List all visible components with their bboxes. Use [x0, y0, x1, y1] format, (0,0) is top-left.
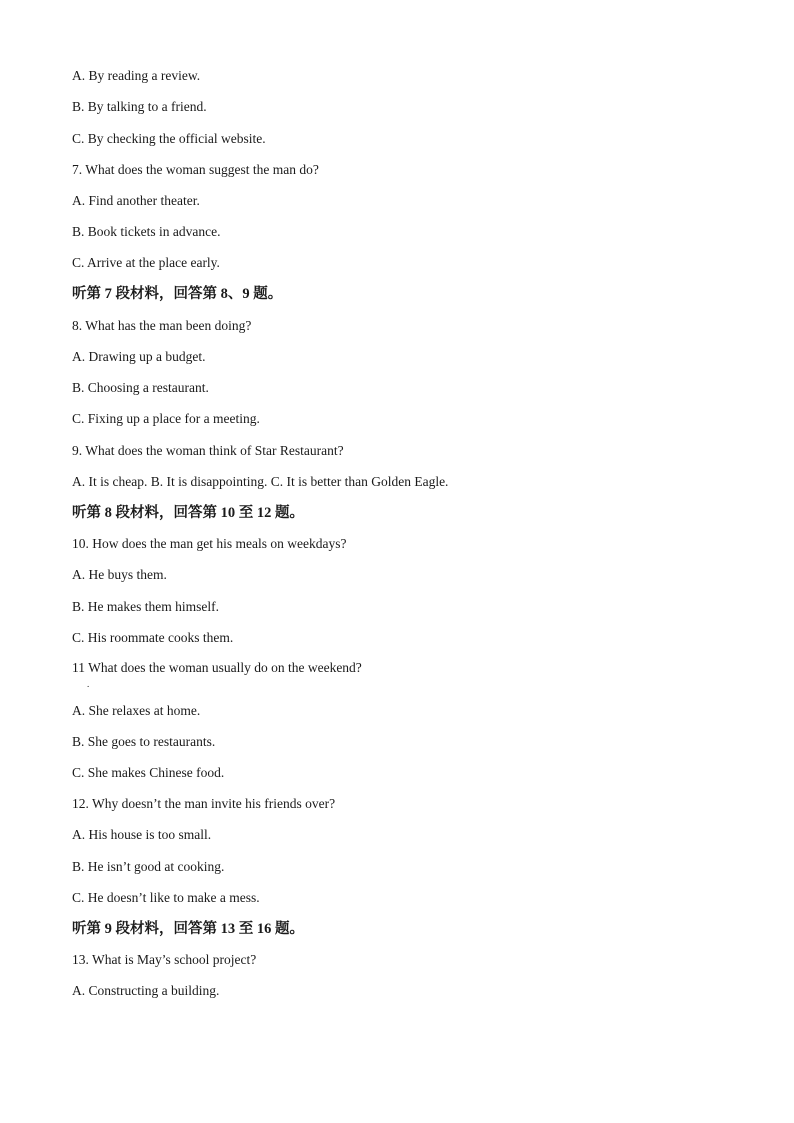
option-6c: C. By checking the official website. [72, 131, 266, 146]
question-11: 11 What does the woman usually do on the weekend? [72, 660, 362, 675]
section-heading-7: 听第 7 段材料，回答第 8、9 题。 [72, 286, 283, 302]
question-10: 10. How does the man get his meals on weekdays? [72, 536, 347, 551]
option-8c: C. Fixing up a place for a meeting. [72, 411, 260, 426]
question-9: 9. What does the woman think of Star Restaurant? [72, 443, 344, 458]
option-10a: A. He buys them. [72, 567, 167, 582]
option-11a: A. She relaxes at home. [72, 703, 201, 718]
option-8b: B. Choosing a restaurant. [72, 380, 209, 395]
option-13a: A. Constructing a building. [72, 983, 220, 998]
option-11b: B. She goes to restaurants. [72, 734, 216, 749]
question-7: 7. What does the woman suggest the man do? [72, 162, 319, 177]
option-12a: A. His house is too small. [72, 827, 212, 842]
option-8a: A. Drawing up a budget. [72, 349, 206, 364]
option-12b: B. He isn’t good at cooking. [72, 859, 225, 874]
question-8: 8. What has the man been doing? [72, 318, 252, 333]
section-heading-9: 听第 9 段材料，回答第 13 至 16 题。 [72, 921, 304, 937]
stray-dot-mark: . [87, 679, 90, 689]
option-7c: C. Arrive at the place early. [72, 255, 220, 270]
option-11c: C. She makes Chinese food. [72, 765, 225, 780]
section-heading-8: 听第 8 段材料，回答第 10 至 12 题。 [72, 505, 304, 521]
option-12c: C. He doesn’t like to make a mess. [72, 890, 260, 905]
option-7a: A. Find another theater. [72, 193, 200, 208]
option-10b: B. He makes them himself. [72, 599, 219, 614]
option-10c: C. His roommate cooks them. [72, 630, 234, 645]
question-12: 12. Why doesn’t the man invite his friends over? [72, 796, 336, 811]
option-7b: B. Book tickets in advance. [72, 224, 221, 239]
option-6b: B. By talking to a friend. [72, 99, 207, 114]
question-13: 13. What is May’s school project? [72, 952, 257, 967]
option-6a: A. By reading a review. [72, 68, 201, 83]
options-9: A. It is cheap. B. It is disappointing. C. It is better than Golden Eagle. [72, 474, 449, 489]
